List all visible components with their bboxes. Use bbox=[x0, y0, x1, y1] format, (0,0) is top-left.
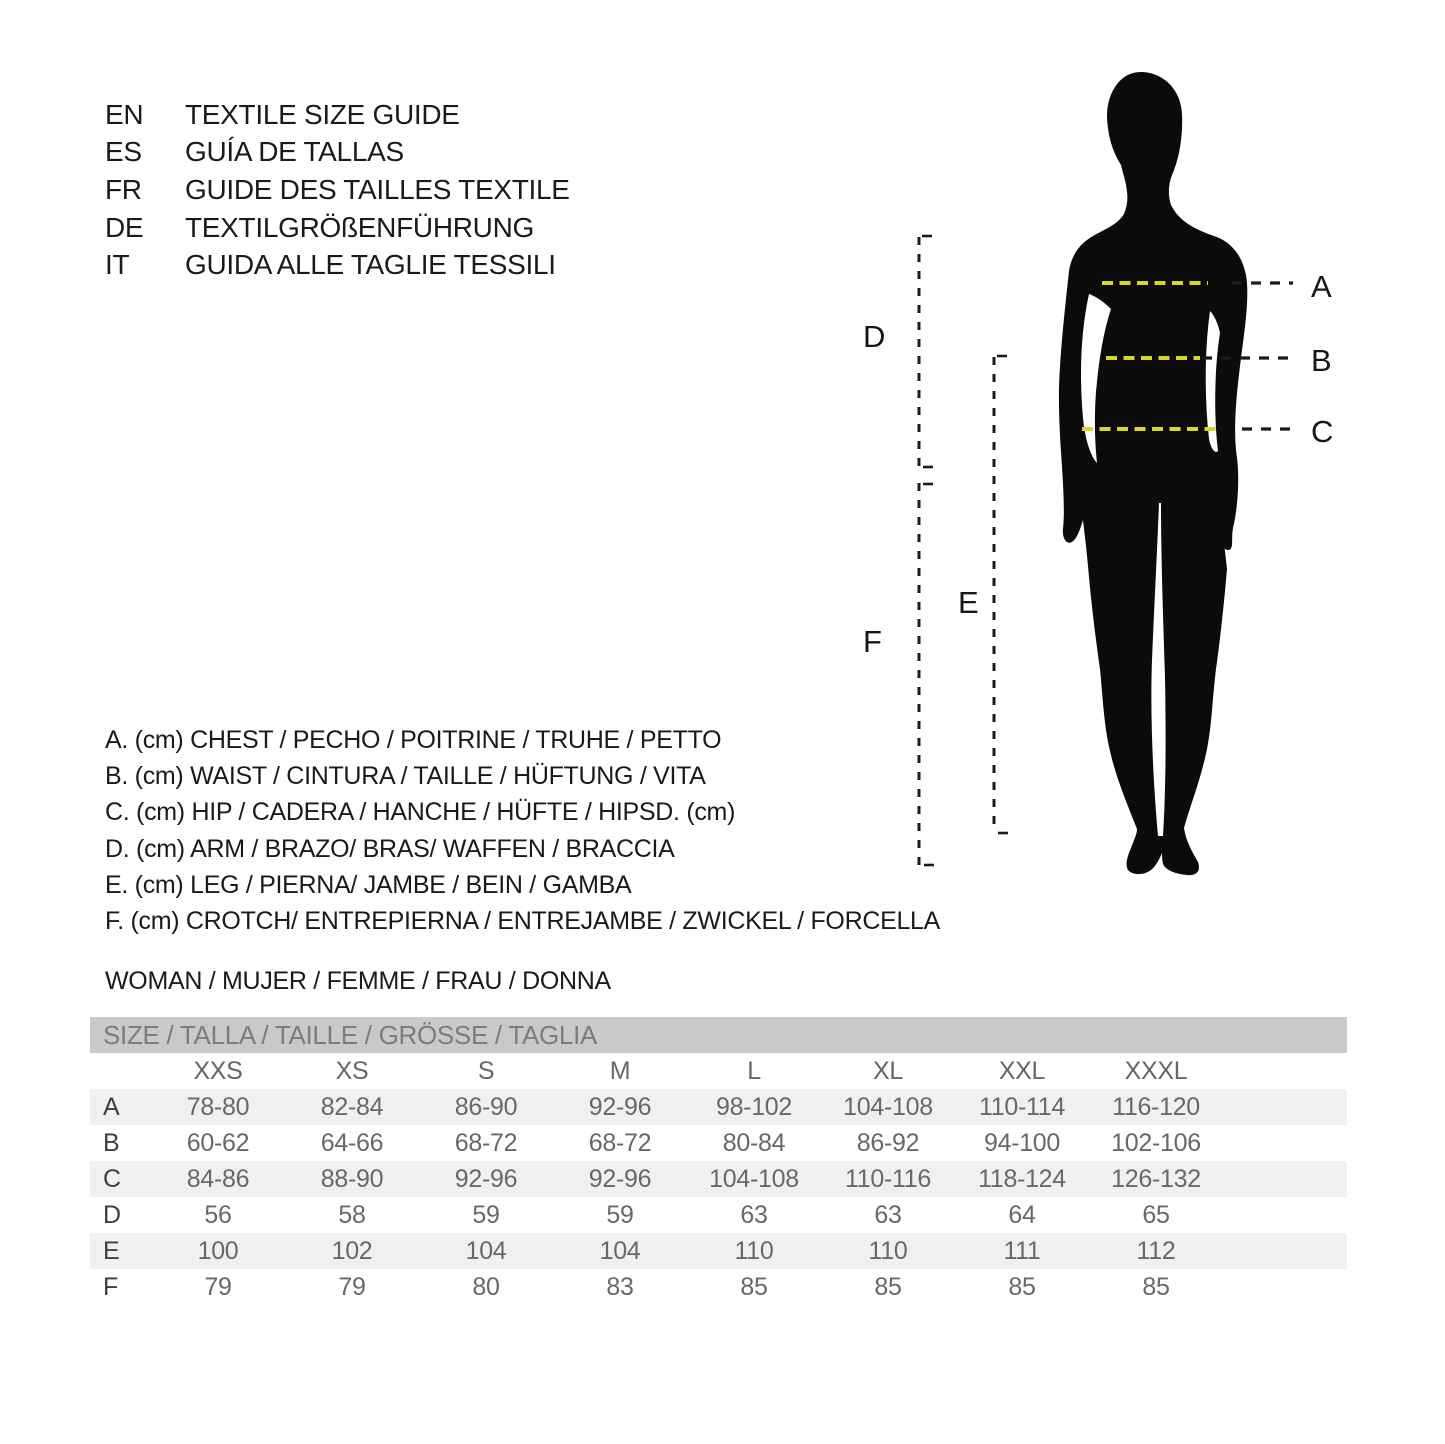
value-cell: 104-108 bbox=[709, 1164, 799, 1193]
leg-label: E bbox=[958, 585, 979, 620]
value-cell: 92-96 bbox=[454, 1164, 518, 1193]
body-diagram bbox=[850, 60, 1350, 940]
value-cell: 126-132 bbox=[1111, 1164, 1201, 1193]
row-label: D bbox=[103, 1200, 121, 1229]
value-cell: 104-108 bbox=[843, 1092, 933, 1121]
size-col-l: L bbox=[747, 1056, 761, 1085]
value-cell: 85 bbox=[740, 1272, 768, 1301]
table-row-chest bbox=[90, 1089, 1347, 1125]
measurement-legend bbox=[105, 722, 940, 940]
size-col-xxl: XXL bbox=[998, 1056, 1046, 1085]
table-row-crotch bbox=[90, 1269, 1347, 1305]
value-cell: 80 bbox=[472, 1272, 500, 1301]
title-row-it bbox=[105, 246, 570, 284]
row-label: A bbox=[103, 1092, 120, 1121]
value-cell: 68-72 bbox=[588, 1128, 652, 1157]
value-cell: 60-62 bbox=[186, 1128, 250, 1157]
measurement-desc-leg: E. (cm) LEG / PIERNA/ JAMBE / BEIN / GAMBA bbox=[105, 870, 632, 899]
guide-title: GUÍA DE TALLAS bbox=[185, 136, 404, 168]
value-cell: 100 bbox=[197, 1236, 239, 1265]
value-cell: 94-100 bbox=[983, 1128, 1061, 1157]
crotch-label: F bbox=[863, 624, 882, 659]
value-cell: 58 bbox=[338, 1200, 366, 1229]
value-cell: 86-92 bbox=[856, 1128, 920, 1157]
value-cell: 85 bbox=[1008, 1272, 1036, 1301]
title-block bbox=[105, 96, 570, 284]
value-cell: 59 bbox=[606, 1200, 634, 1229]
value-cell: 98-102 bbox=[715, 1092, 793, 1121]
value-cell: 83 bbox=[606, 1272, 634, 1301]
value-cell: 110-114 bbox=[979, 1092, 1065, 1121]
size-col-m: M bbox=[609, 1056, 631, 1085]
measurement-desc-arm: D. (cm) ARM / BRAZO/ BRAS/ WAFFEN / BRACCIA bbox=[105, 834, 675, 863]
measurement-desc-hip: C. (cm) HIP / CADERA / HANCHE / HÜFTE / HIPSD. (cm) bbox=[105, 798, 736, 827]
title-row-fr bbox=[105, 171, 570, 209]
guide-title: TEXTILGRÖßENFÜHRUNG bbox=[185, 211, 534, 243]
title-row-en bbox=[105, 96, 570, 134]
language-code: IT bbox=[105, 249, 130, 281]
row-label: B bbox=[103, 1128, 120, 1157]
title-row-es bbox=[105, 134, 570, 172]
table-row-hip bbox=[90, 1161, 1347, 1197]
value-cell: 59 bbox=[472, 1200, 500, 1229]
language-code: FR bbox=[105, 173, 142, 205]
value-cell: 64 bbox=[1008, 1200, 1036, 1229]
value-cell: 112 bbox=[1136, 1236, 1176, 1265]
size-table bbox=[90, 1017, 1347, 1305]
table-row-leg bbox=[90, 1233, 1347, 1269]
value-cell: 82-84 bbox=[320, 1092, 384, 1121]
value-cell: 79 bbox=[204, 1272, 232, 1301]
row-label: E bbox=[103, 1236, 120, 1265]
guide-title: TEXTILE SIZE GUIDE bbox=[185, 98, 460, 130]
value-cell: 118-124 bbox=[978, 1164, 1066, 1193]
value-cell: 56 bbox=[204, 1200, 232, 1229]
size-col-xxs: XXS bbox=[193, 1056, 243, 1085]
measurement-desc-waist: B. (cm) WAIST / CINTURA / TAILLE / HÜFTUNG / VITA bbox=[105, 761, 706, 790]
table-row-arm bbox=[90, 1197, 1347, 1233]
value-cell: 65 bbox=[1142, 1200, 1170, 1229]
guide-title: GUIDE DES TAILLES TEXTILE bbox=[185, 173, 570, 205]
value-cell: 102 bbox=[331, 1236, 373, 1265]
value-cell: 110 bbox=[734, 1236, 774, 1265]
value-cell: 92-96 bbox=[588, 1164, 652, 1193]
language-code: DE bbox=[105, 211, 144, 243]
measurement-desc-crotch: F. (cm) CROTCH/ ENTREPIERNA / ENTREJAMBE / ZWICKEL / FORCELLA bbox=[105, 907, 941, 936]
size-col-xxxl: XXXL bbox=[1124, 1056, 1188, 1085]
language-code: ES bbox=[105, 136, 142, 168]
arm-label: D bbox=[863, 319, 886, 354]
value-cell: 116-120 bbox=[1112, 1092, 1200, 1121]
size-col-s: S bbox=[477, 1056, 495, 1085]
value-cell: 80-84 bbox=[722, 1128, 786, 1157]
value-cell: 104 bbox=[599, 1236, 641, 1265]
value-cell: 86-90 bbox=[454, 1092, 518, 1121]
value-cell: 68-72 bbox=[454, 1128, 518, 1157]
value-cell: 79 bbox=[338, 1272, 366, 1301]
chest-label: A bbox=[1311, 269, 1332, 304]
size-col-xs: XS bbox=[335, 1056, 369, 1085]
value-cell: 85 bbox=[874, 1272, 902, 1301]
value-cell: 63 bbox=[874, 1200, 902, 1229]
waist-label: B bbox=[1311, 343, 1332, 378]
value-cell: 110-116 bbox=[845, 1164, 931, 1193]
value-cell: 92-96 bbox=[588, 1092, 652, 1121]
value-cell: 85 bbox=[1142, 1272, 1170, 1301]
row-label: C bbox=[103, 1164, 121, 1193]
value-cell: 110 bbox=[868, 1236, 908, 1265]
value-cell: 111 bbox=[1003, 1236, 1041, 1265]
measurement-desc-chest: A. (cm) CHEST / PECHO / POITRINE / TRUHE / PETTO bbox=[105, 725, 722, 754]
row-label: F bbox=[103, 1272, 118, 1301]
hip-label: C bbox=[1311, 414, 1334, 449]
size-table-header: SIZE / TALLA / TAILLE / GRÖSSE / TAGLIA bbox=[90, 1017, 1347, 1053]
value-cell: 104 bbox=[465, 1236, 507, 1265]
title-row-de bbox=[105, 209, 570, 247]
language-code: EN bbox=[105, 98, 144, 130]
value-cell: 64-66 bbox=[320, 1128, 384, 1157]
value-cell: 78-80 bbox=[186, 1092, 250, 1121]
size-names-row bbox=[90, 1053, 1347, 1089]
guide-title: GUIDA ALLE TAGLIE TESSILI bbox=[185, 249, 556, 281]
table-row-waist bbox=[90, 1125, 1347, 1161]
value-cell: 84-86 bbox=[186, 1164, 250, 1193]
category-title: WOMAN / MUJER / FEMME / FRAU / DONNA bbox=[105, 966, 611, 995]
size-col-xl: XL bbox=[873, 1056, 903, 1085]
value-cell: 88-90 bbox=[320, 1164, 384, 1193]
value-cell: 63 bbox=[740, 1200, 768, 1229]
value-cell: 102-106 bbox=[1111, 1128, 1201, 1157]
